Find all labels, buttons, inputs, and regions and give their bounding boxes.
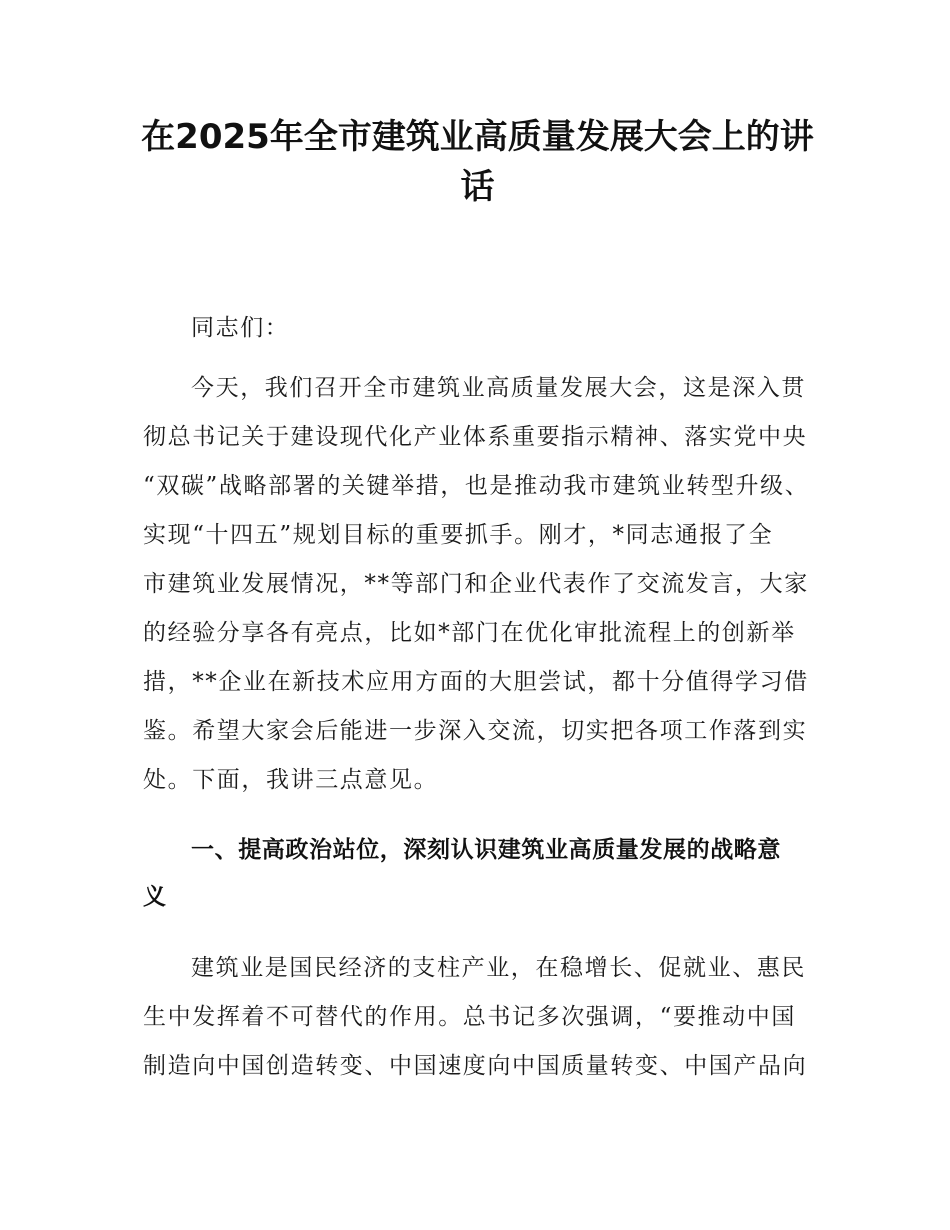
paragraph-section-1 [143,944,823,1091]
greeting [143,304,823,353]
heading-line: 义 [143,884,167,910]
document-title [140,112,815,212]
paragraph-line: 实现“十四五”规划目标的重要抓手。刚才，*同志通报了全 [143,522,774,548]
paragraph-line: 制造向中国创造转变、中国速度向中国质量转变、中国产品向 [143,1053,808,1079]
paragraph-line: 生中发挥着不可替代的作用。总书记多次强调，“要推动中国 [143,1004,796,1030]
paragraph-line: 处。下面，我讲三点意见。 [143,767,439,793]
heading-line: 一、提高政治站位，深刻认识建筑业高质量发展的战略意 [191,837,781,863]
paragraph-line: “双碳”战略部署的关键举措，也是推动我市建筑业转型升级、 [143,473,810,499]
paragraph-line: 建筑业是国民经济的支柱产业，在稳增长、促就业、惠民 [191,955,806,981]
section-heading-1 [143,827,823,921]
title-line: 话 [460,167,495,207]
paragraph-line: 措，**企业在新技术应用方面的大胆尝试，都十分值得学习借 [143,669,809,695]
paragraph-line: 的经验分享各有亮点，比如*部门在优化审批流程上的创新举 [143,620,796,646]
paragraph-line: 彻总书记关于建设现代化产业体系重要指示精神、落实党中央 [143,424,808,450]
greeting-text: 同志们： [191,315,290,341]
paragraph-line: 鉴。希望大家会后能进一步深入交流，切实把各项工作落到实 [143,718,808,744]
paragraph-intro [143,364,823,805]
title-line: 在2025年全市建筑业高质量发展大会上的讲 [141,117,814,157]
paragraph-line: 今天，我们召开全市建筑业高质量发展大会，这是深入贯 [191,375,806,401]
paragraph-line: 市建筑业发展情况，**等部门和企业代表作了交流发言，大家 [143,571,809,597]
